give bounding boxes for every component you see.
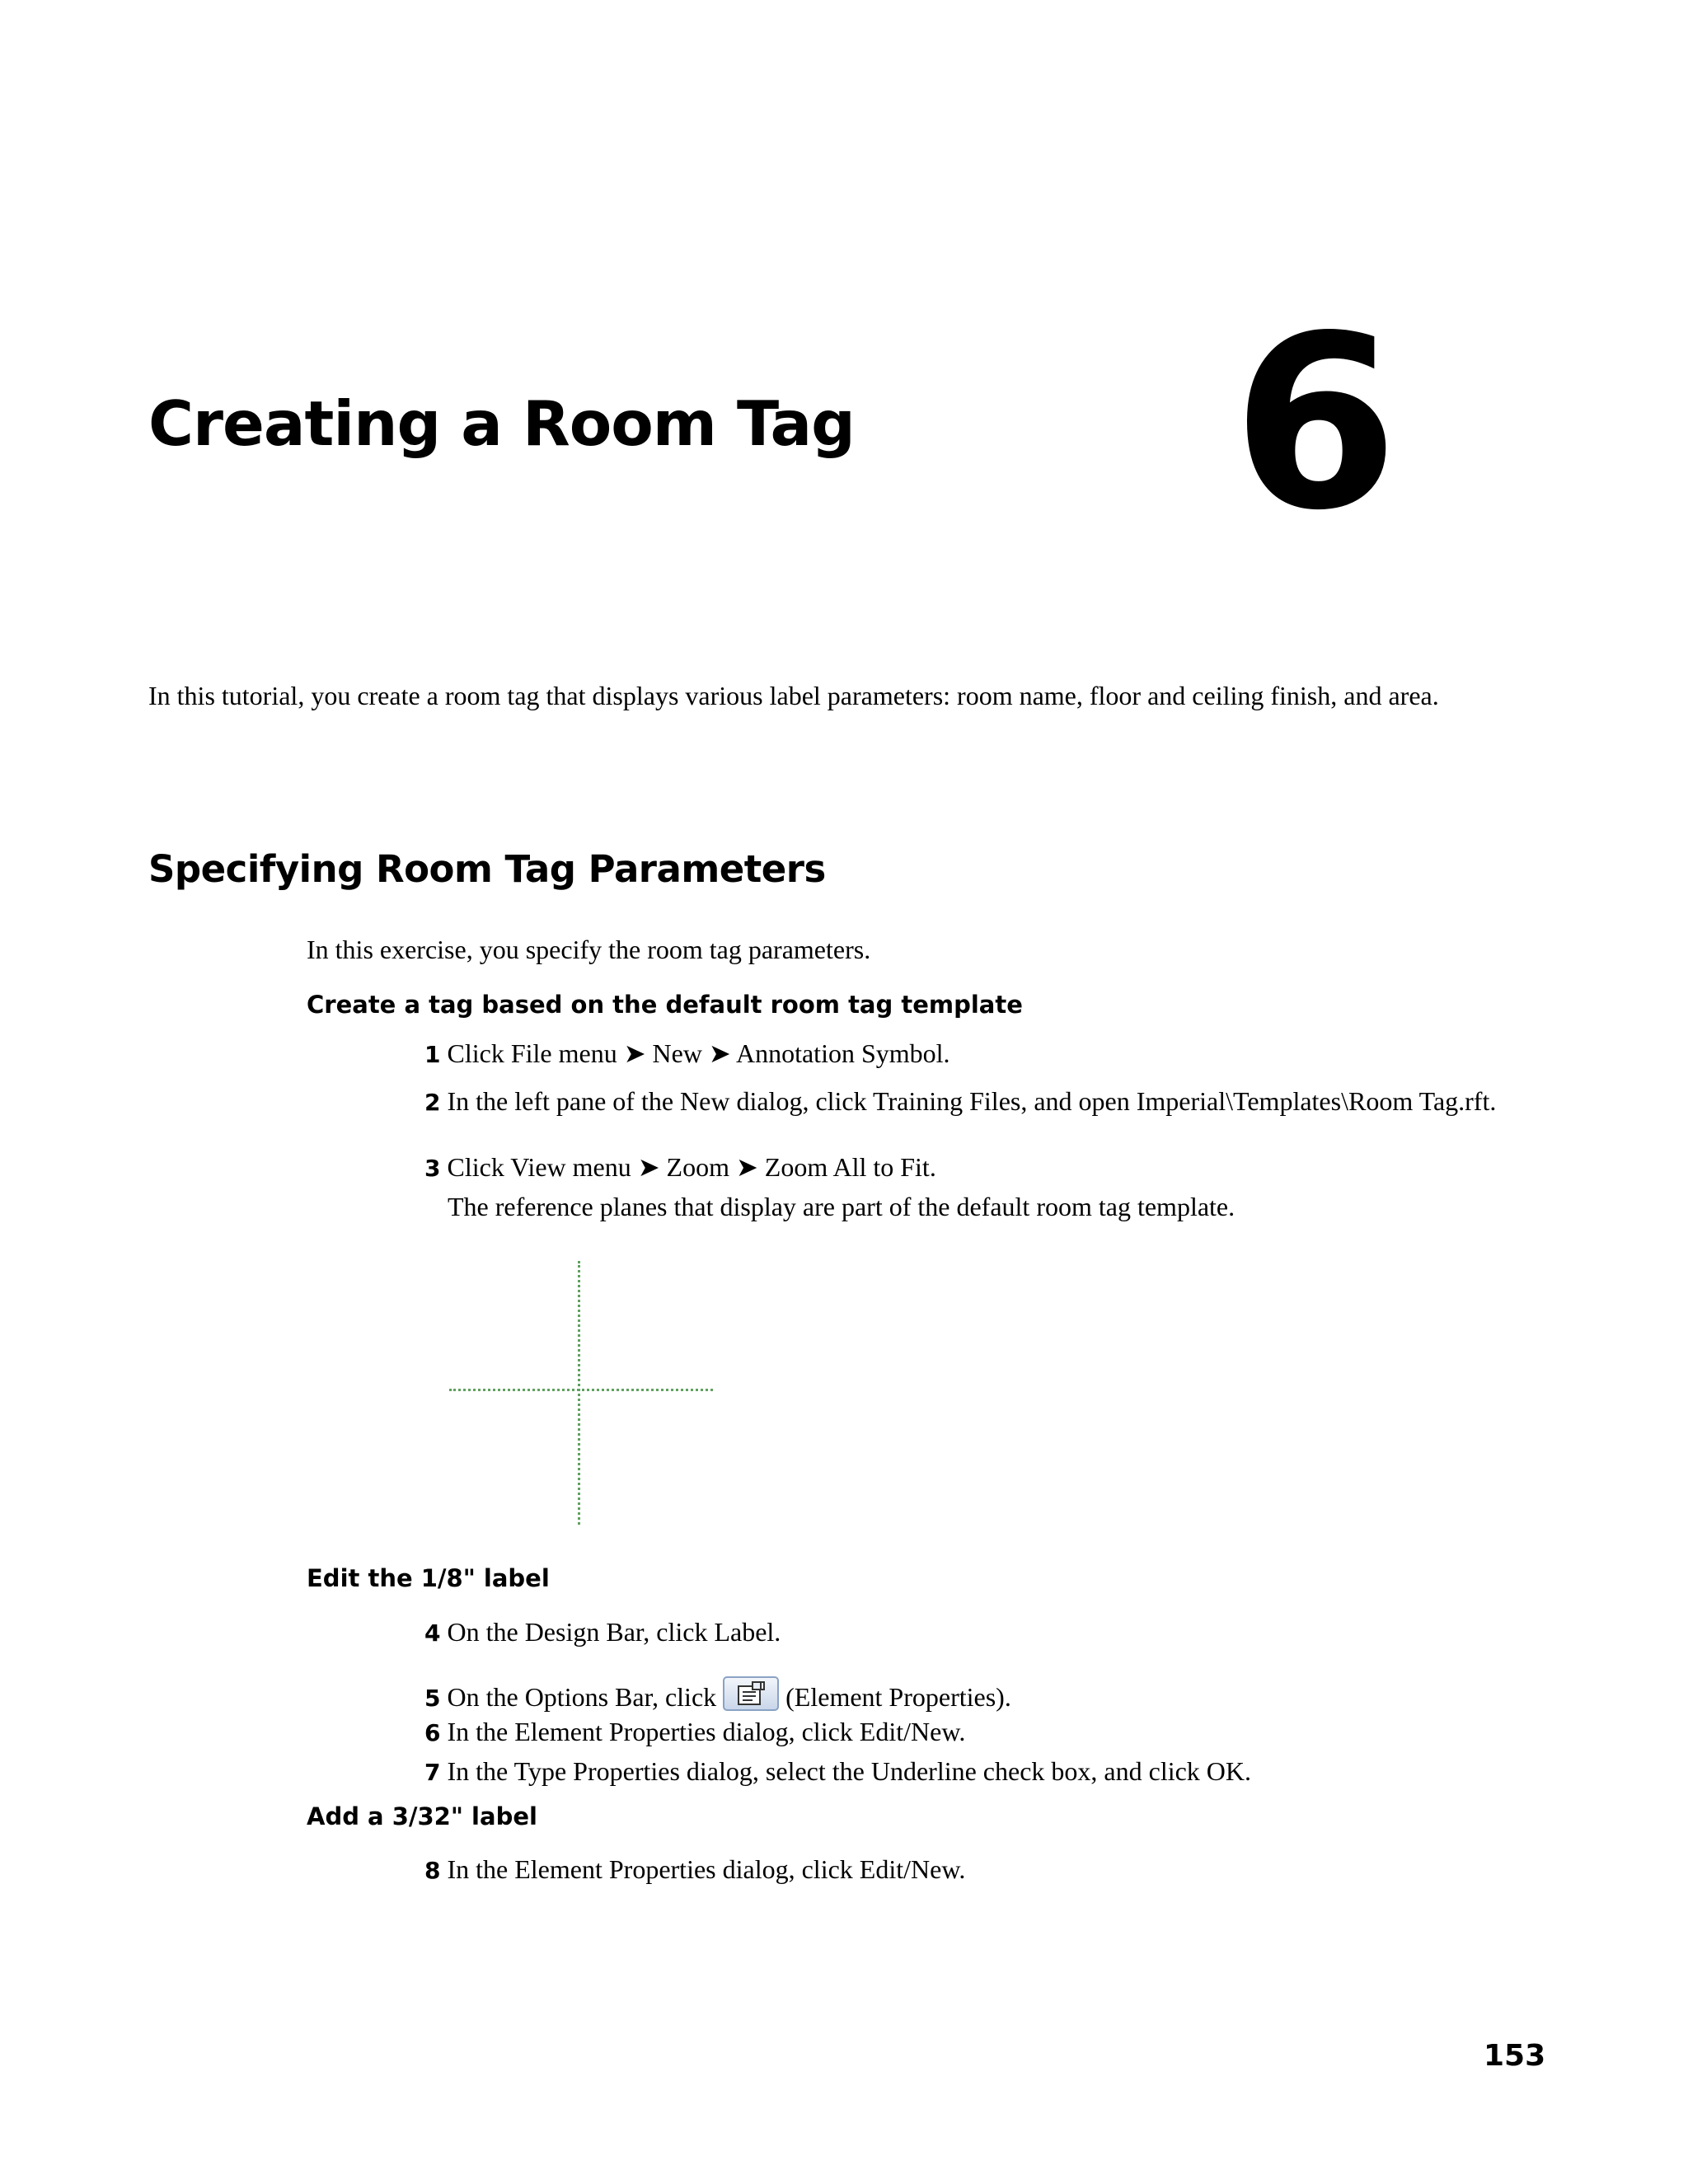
step-number: 3 <box>424 1155 441 1182</box>
step-text: On the Design Bar, click Label. <box>447 1617 781 1647</box>
step-number: 5 <box>424 1685 441 1712</box>
step-text: Click View menu ➤ Zoom ➤ Zoom All to Fit. <box>447 1152 936 1182</box>
exercise-intro: In this exercise, you specify the room tag parameters. <box>307 935 871 964</box>
step-7 <box>424 1756 1544 1788</box>
step-text-after: (Element Properties). <box>785 1682 1011 1712</box>
step-text: On the Options Bar, click <box>447 1682 717 1712</box>
step-text: In the Element Properties dialog, click Edit/New. <box>447 1717 966 1746</box>
step-text: In the Type Properties dialog, select the Underline check box, and click OK. <box>447 1756 1252 1786</box>
procedure-heading-add-label: Add a 3/32" label <box>307 1802 537 1830</box>
step-number: 1 <box>424 1041 441 1068</box>
step-number: 7 <box>424 1759 441 1786</box>
step-3 <box>424 1152 1544 1183</box>
procedure-heading-edit-label: Edit the 1/8" label <box>307 1564 550 1592</box>
step-4 <box>424 1617 1544 1648</box>
step-text: Click File menu ➤ New ➤ Annotation Symbol. <box>447 1038 950 1068</box>
chapter-number: 6 <box>1232 285 1394 563</box>
section-title: Specifying Room Tag Parameters <box>148 847 826 891</box>
step-number: 2 <box>424 1089 441 1116</box>
page-number: 153 <box>1484 2039 1546 2073</box>
step-6 <box>424 1717 1544 1748</box>
step-8 <box>424 1854 1544 1886</box>
reference-plane-horizontal <box>449 1389 713 1391</box>
chapter-title: Creating a Room Tag <box>148 387 855 460</box>
step-number: 8 <box>424 1857 441 1884</box>
step-text: In the Element Properties dialog, click Edit/New. <box>447 1854 966 1884</box>
step-5 <box>424 1676 1544 1713</box>
step-2 <box>424 1086 1544 1118</box>
reference-plane-vertical <box>578 1261 580 1525</box>
step-text: In the left pane of the New dialog, click Training Files, and open Imperial\Templates\Room Tag.rft. <box>447 1086 1497 1116</box>
step-number: 4 <box>424 1619 441 1647</box>
step-number: 6 <box>424 1719 441 1746</box>
chapter-intro: In this tutorial, you create a room tag that displays various label parameters: room name, floor and ceiling finish, and area. <box>148 681 1439 710</box>
element-properties-icon <box>723 1676 779 1711</box>
procedure-heading-create-tag: Create a tag based on the default room tag template <box>307 991 1023 1019</box>
step-3-note: The reference planes that display are part of the default room tag template. <box>448 1192 1236 1221</box>
step-1 <box>424 1038 1544 1070</box>
